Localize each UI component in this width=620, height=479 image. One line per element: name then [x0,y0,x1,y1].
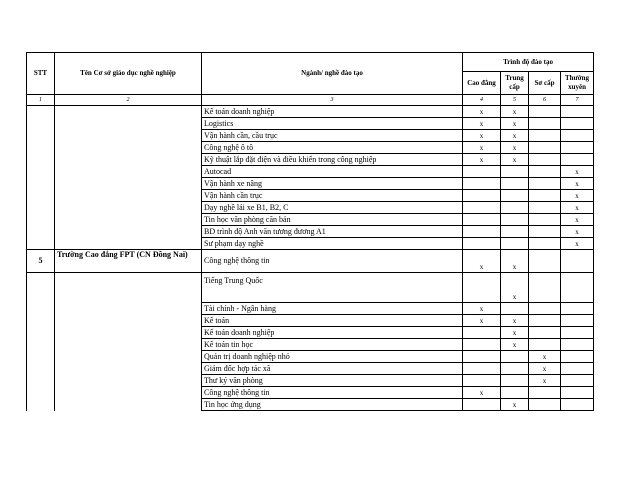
mark-cao-dang [463,375,501,387]
table-row [27,273,594,303]
mark-so-cap [529,178,561,190]
mark-trung-cap [501,363,529,375]
institution-cell-empty [55,106,202,250]
mark-thuong-xuyen [561,315,594,327]
major-cell: Kỹ thuật lắp đặt điện và điều khiển trong công nghiệp [202,154,463,166]
major-cell: Vận hành cần, cầu trục [202,130,463,142]
mark-cao-dang [463,166,501,178]
mark-thuong-xuyen: x [561,238,594,250]
header-trung-cap: Trung cấp [501,72,529,95]
mark-trung-cap: x [501,339,529,351]
mark-cao-dang [463,273,501,303]
mark-cao-dang [463,399,501,411]
mark-trung-cap [501,190,529,202]
header-so-cap: Sơ cấp [529,72,561,95]
major-cell: BD trình độ Anh văn tương đương A1 [202,226,463,238]
mark-so-cap [529,154,561,166]
table-row [27,106,594,118]
mark-trung-cap: x [501,273,529,303]
mark-thuong-xuyen [561,351,594,363]
column-index: 5 [501,95,529,106]
major-cell: Dạy nghề lái xe B1, B2, C [202,202,463,214]
mark-trung-cap [501,214,529,226]
training-table [26,52,594,411]
mark-thuong-xuyen [561,130,594,142]
major-cell: Kế toán [202,315,463,327]
mark-trung-cap [501,202,529,214]
mark-trung-cap: x [501,250,529,273]
column-index: 7 [561,95,594,106]
mark-so-cap [529,190,561,202]
mark-trung-cap: x [501,327,529,339]
institution-cell-empty [55,273,202,411]
mark-trung-cap: x [501,154,529,166]
mark-thuong-xuyen [561,375,594,387]
mark-so-cap [529,327,561,339]
mark-cao-dang [463,214,501,226]
mark-cao-dang [463,327,501,339]
mark-thuong-xuyen: x [561,226,594,238]
major-cell: Kế toán doanh nghiệp [202,106,463,118]
mark-so-cap [529,214,561,226]
major-cell: Công nghệ thông tin [202,387,463,399]
mark-thuong-xuyen [561,142,594,154]
header-cao-dang: Cao đẳng [463,72,501,95]
mark-cao-dang [463,238,501,250]
major-cell: Vận hành cần trục [202,190,463,202]
table-row [27,250,594,273]
major-cell: Sư phạm dạy nghề [202,238,463,250]
mark-cao-dang: x [463,315,501,327]
stt-cell-empty [27,273,55,411]
mark-thuong-xuyen: x [561,178,594,190]
mark-cao-dang [463,202,501,214]
mark-so-cap: x [529,375,561,387]
mark-thuong-xuyen [561,387,594,399]
major-cell: Logistics [202,118,463,130]
mark-thuong-xuyen: x [561,202,594,214]
mark-cao-dang: x [463,154,501,166]
mark-so-cap [529,250,561,273]
mark-cao-dang [463,190,501,202]
mark-thuong-xuyen [561,363,594,375]
major-cell: Công nghệ thông tin [202,250,463,273]
column-index: 2 [55,95,202,106]
header-stt: STT [27,53,55,95]
mark-trung-cap [501,178,529,190]
mark-so-cap [529,387,561,399]
column-index: 6 [529,95,561,106]
mark-cao-dang [463,226,501,238]
mark-thuong-xuyen [561,273,594,303]
mark-thuong-xuyen [561,106,594,118]
mark-trung-cap: x [501,130,529,142]
mark-thuong-xuyen [561,399,594,411]
stt-cell-empty [27,106,55,250]
mark-cao-dang [463,363,501,375]
major-cell: Kế toán tin học [202,339,463,351]
mark-thuong-xuyen [561,339,594,351]
mark-so-cap [529,315,561,327]
mark-so-cap [529,226,561,238]
header-level-group: Trình độ đào tạo [463,53,594,72]
mark-trung-cap [501,351,529,363]
mark-so-cap [529,202,561,214]
mark-so-cap [529,118,561,130]
mark-cao-dang [463,339,501,351]
mark-thuong-xuyen: x [561,214,594,226]
column-index: 4 [463,95,501,106]
major-cell: Tài chính - Ngân hàng [202,303,463,315]
major-cell: Giám đốc hợp tác xã [202,363,463,375]
mark-cao-dang: x [463,250,501,273]
mark-cao-dang: x [463,387,501,399]
mark-so-cap [529,142,561,154]
mark-so-cap: x [529,363,561,375]
column-index-row [27,95,594,106]
mark-trung-cap [501,166,529,178]
mark-trung-cap [501,303,529,315]
mark-cao-dang: x [463,118,501,130]
mark-cao-dang: x [463,130,501,142]
mark-so-cap [529,130,561,142]
major-cell: Thư ký văn phòng [202,375,463,387]
header-major: Ngành/ nghề đào tạo [202,53,463,95]
mark-thuong-xuyen: x [561,190,594,202]
mark-so-cap: x [529,351,561,363]
mark-trung-cap: x [501,142,529,154]
mark-trung-cap: x [501,106,529,118]
mark-so-cap [529,399,561,411]
mark-trung-cap: x [501,399,529,411]
mark-trung-cap: x [501,315,529,327]
mark-so-cap [529,238,561,250]
mark-cao-dang [463,351,501,363]
stt-cell: 5 [27,250,55,273]
mark-trung-cap [501,387,529,399]
major-cell: Autocad [202,166,463,178]
header-institution: Tên Cơ sở giáo dục nghề nghiệp [55,53,202,95]
mark-thuong-xuyen [561,118,594,130]
major-cell: Tin học văn phòng căn bản [202,214,463,226]
mark-so-cap [529,166,561,178]
major-cell: Quản trị doanh nghiệp nhỏ [202,351,463,363]
header-thuong-xuyen: Thường xuyên [561,72,594,95]
mark-trung-cap: x [501,118,529,130]
mark-cao-dang [463,178,501,190]
institution-name: Trường Cao đẳng FPT (CN Đồng Nai) [55,250,202,273]
mark-trung-cap [501,226,529,238]
mark-thuong-xuyen: x [561,166,594,178]
mark-so-cap [529,273,561,303]
major-cell: Vận hành xe nâng [202,178,463,190]
mark-thuong-xuyen [561,327,594,339]
major-cell: Tiếng Trung Quốc [202,273,463,303]
major-cell: Tin học ứng dụng [202,399,463,411]
mark-trung-cap [501,375,529,387]
mark-so-cap [529,339,561,351]
mark-trung-cap [501,238,529,250]
column-index: 1 [27,95,55,106]
mark-thuong-xuyen [561,154,594,166]
mark-cao-dang: x [463,106,501,118]
major-cell: Công nghệ ô tô [202,142,463,154]
mark-thuong-xuyen [561,303,594,315]
mark-cao-dang: x [463,142,501,154]
mark-so-cap [529,303,561,315]
mark-so-cap [529,106,561,118]
major-cell: Kế toán doanh nghiệp [202,327,463,339]
column-index: 3 [202,95,463,106]
mark-cao-dang: x [463,303,501,315]
mark-thuong-xuyen [561,250,594,273]
